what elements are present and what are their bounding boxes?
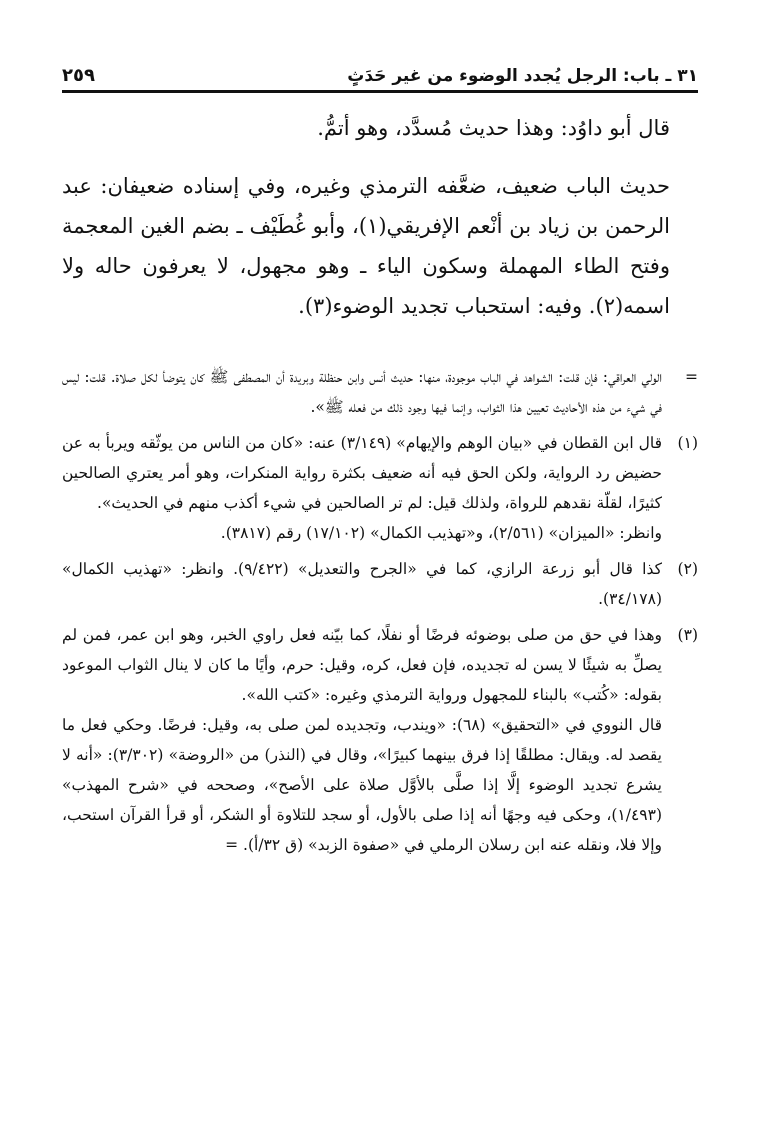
footnote-1 — [62, 428, 698, 548]
page-number: ٢٥٩ — [62, 65, 95, 86]
footnote-3 — [62, 620, 698, 860]
footnote-3-number: (٣) — [677, 626, 698, 644]
footnote-3-paragraph-2: قال النووي في «التحقيق» (٦٨): «ويندب، وتجديده لمن صلى به، وقيل: فرضًا. وحكي فعل ما يقصد له. ويقال: مطلقًا إذا فرق بينهما كبيرًا»، وقال في (النذر) من «الروضة» (٣/٣٠٢): «أنه لا يشرع تجديد الوضوء إلَّا إذا صلَّى بالأوَّل صلاة على الأصح»، وصححه في «شرح المهذب» (١/٤٩٣)، وحكى فيه وجهًا أنه إذا صلى بالأول، أو سجد للتلاوة أو الشكر، أو قرأ القرآن استحب، وإلا فلا، ونقله عنه ابن رسلان الرملي في «صفوة الزبد» (ق ٣٢/أ). = — [62, 716, 662, 854]
footnote-continuation — [62, 362, 698, 422]
footnote-2 — [62, 554, 698, 614]
footnote-1-number: (١) — [677, 434, 698, 452]
footnotes-section — [62, 362, 698, 866]
header-divider — [62, 90, 698, 93]
footnote-1-paragraph-1: قال ابن القطان في «بيان الوهم والإيهام» (٣/١٤٩) عنه: «كان من الناس من يوثّقه ويربأ به عن حضيض رد الرواية، ولكن الحق فيه أنه ضعيف بكثرة رواية المنكرات، وهو أمر يعتري الصالحين كثيرًا، لقلّة نقدهم للرواة، ولذلك قيل: لم تر الصالحين في شيء أكذب منهم في الحديث». — [62, 434, 662, 512]
continuation-marker: = — [685, 368, 698, 386]
main-text — [62, 108, 698, 326]
footnote-1-paragraph-2: وانظر: «الميزان» (٢/٥٦١)، و«تهذيب الكمال» (١٧/١٠٢) رقم (٣٨١٧). — [220, 524, 662, 542]
footnote-3-paragraph-1: وهذا في حق من صلى بوضوئه فرضًا أو نفلًا، كما بيّنه فعل راوي الخبر، وهو ابن عمر، فمن لم يصلِّ به شيئًا لا يسن له تجديده، فإن فعل، كره، وقيل: حرم، وأيًا ما كان لا ينال الثواب الموعود بقوله: «كُتب» بالبناء للمجهول ورواية الترمذي وغيره: «كتب الله». — [62, 626, 662, 704]
chapter-title: ٣١ ـ باب: الرجل يُجدد الوضوء من غير حَدَثٍ — [347, 66, 698, 86]
footnote-2-text: كذا قال أبو زرعة الرازي، كما في «الجرح والتعديل» (٩/٤٢٢). وانظر: «تهذيب الكمال» (٣٤/١٧٨). — [62, 560, 663, 608]
footnote-2-number: (٢) — [677, 560, 698, 578]
footnote-continuation-text: الولي العراقي: فإن قلت: الشواهد في الباب موجودة، منها: حديث أنس وابن حنظلة وبريدة أن المصطفى ﷺ كان يتوضأ لكل صلاة. قلت: ليس في شيء من هذه الأحاديث تعيين هذا الثواب، وإنما فيها وجود ذلك من فعله ﷺ». — [62, 368, 662, 416]
running-header — [62, 56, 698, 86]
commentary-paragraph: حديث الباب ضعيف، ضعَّفه الترمذي وغيره، وفي إسناده ضعيفان: عبد الرحمن بن زياد بن أنْعم الإفريقي(١)، وأبو غُطَيْف ـ بضم الغين المعجمة وفتح الطاء المهملة وسكون الياء ـ وهو مجهول، لا يعرفون حاله ولا اسمه(٢). وفيه: استحباب تجديد الوضوء(٣). — [62, 174, 670, 318]
abu-dawud-remark: قال أبو داوُد: وهذا حديث مُسدَّد، وهو أتمُّ. — [317, 116, 670, 140]
